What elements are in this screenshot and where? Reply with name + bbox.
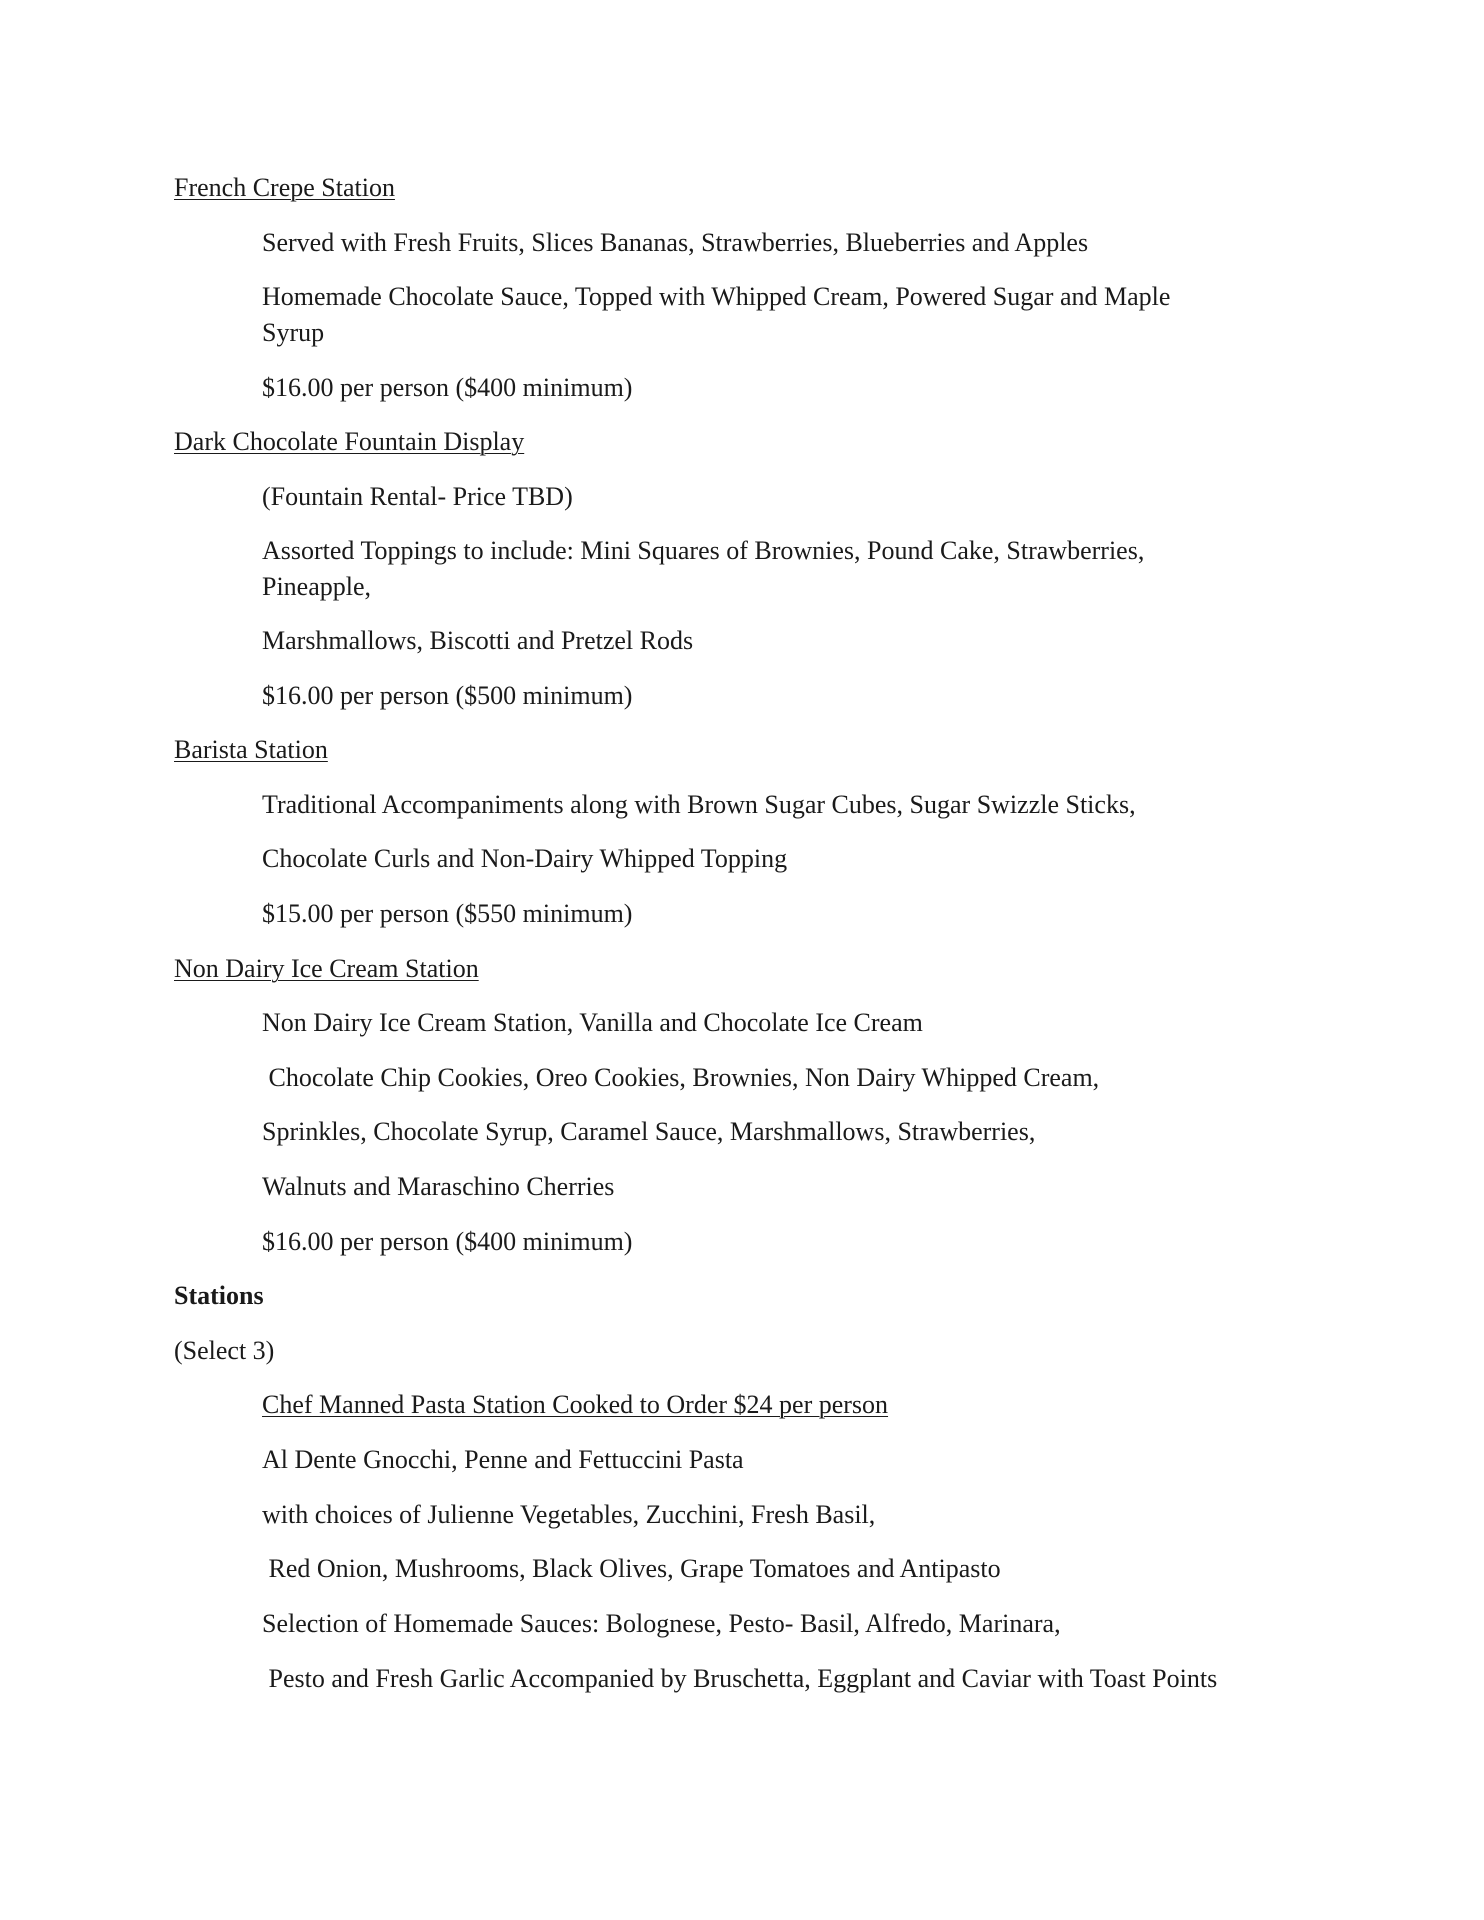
pasta-line-5: Pesto and Fresh Garlic Accompanied by Bruschetta, Eggplant and Caviar with Toast Points	[262, 1664, 1218, 1693]
barista-line-1: Traditional Accompaniments along with Brown Sugar Cubes, Sugar Swizzle Sticks,	[262, 790, 1136, 819]
fountain-line-3: Pineapple,	[262, 572, 372, 601]
section-heading-french-crepe: French Crepe Station	[174, 173, 395, 202]
crepe-line-1: Served with Fresh Fruits, Slices Bananas, Strawberries, Blueberries and Apples	[262, 228, 1089, 257]
crepe-line-2: Homemade Chocolate Sauce, Topped with Whipped Cream, Powered Sugar and Maple	[262, 282, 1171, 311]
ice-cream-line-1: Non Dairy Ice Cream Station, Vanilla and Chocolate Ice Cream	[262, 1008, 923, 1037]
section-heading-ice-cream: Non Dairy Ice Cream Station	[174, 954, 479, 983]
ice-cream-line-3: Sprinkles, Chocolate Syrup, Caramel Sauce, Marshmallows, Strawberries,	[262, 1117, 1036, 1146]
fountain-price: $16.00 per person ($500 minimum)	[262, 681, 633, 710]
pasta-line-2: with choices of Julienne Vegetables, Zucchini, Fresh Basil,	[262, 1500, 876, 1529]
barista-line-2: Chocolate Curls and Non-Dairy Whipped Topping	[262, 844, 788, 873]
ice-cream-price: $16.00 per person ($400 minimum)	[262, 1227, 633, 1256]
pasta-line-3: Red Onion, Mushrooms, Black Olives, Grape Tomatoes and Antipasto	[262, 1554, 1001, 1583]
fountain-line-4: Marshmallows, Biscotti and Pretzel Rods	[262, 626, 694, 655]
pasta-station-heading: Chef Manned Pasta Station Cooked to Order $24 per person	[262, 1390, 889, 1419]
stations-subtitle: (Select 3)	[174, 1336, 275, 1365]
section-heading-chocolate-fountain: Dark Chocolate Fountain Display	[174, 427, 525, 456]
crepe-line-3: Syrup	[262, 318, 325, 347]
section-heading-barista: Barista Station	[174, 735, 328, 764]
stations-title: Stations	[174, 1281, 264, 1310]
pasta-line-4: Selection of Homemade Sauces: Bolognese, Pesto- Basil, Alfredo, Marinara,	[262, 1609, 1061, 1638]
pasta-line-1: Al Dente Gnocchi, Penne and Fettuccini Pasta	[262, 1445, 744, 1474]
fountain-line-1: (Fountain Rental- Price TBD)	[262, 482, 573, 511]
crepe-price: $16.00 per person ($400 minimum)	[262, 373, 633, 402]
ice-cream-line-4: Walnuts and Maraschino Cherries	[262, 1172, 615, 1201]
fountain-line-2: Assorted Toppings to include: Mini Squares of Brownies, Pound Cake, Strawberries,	[262, 536, 1145, 565]
ice-cream-line-2: Chocolate Chip Cookies, Oreo Cookies, Brownies, Non Dairy Whipped Cream,	[262, 1063, 1100, 1092]
barista-price: $15.00 per person ($550 minimum)	[262, 899, 633, 928]
